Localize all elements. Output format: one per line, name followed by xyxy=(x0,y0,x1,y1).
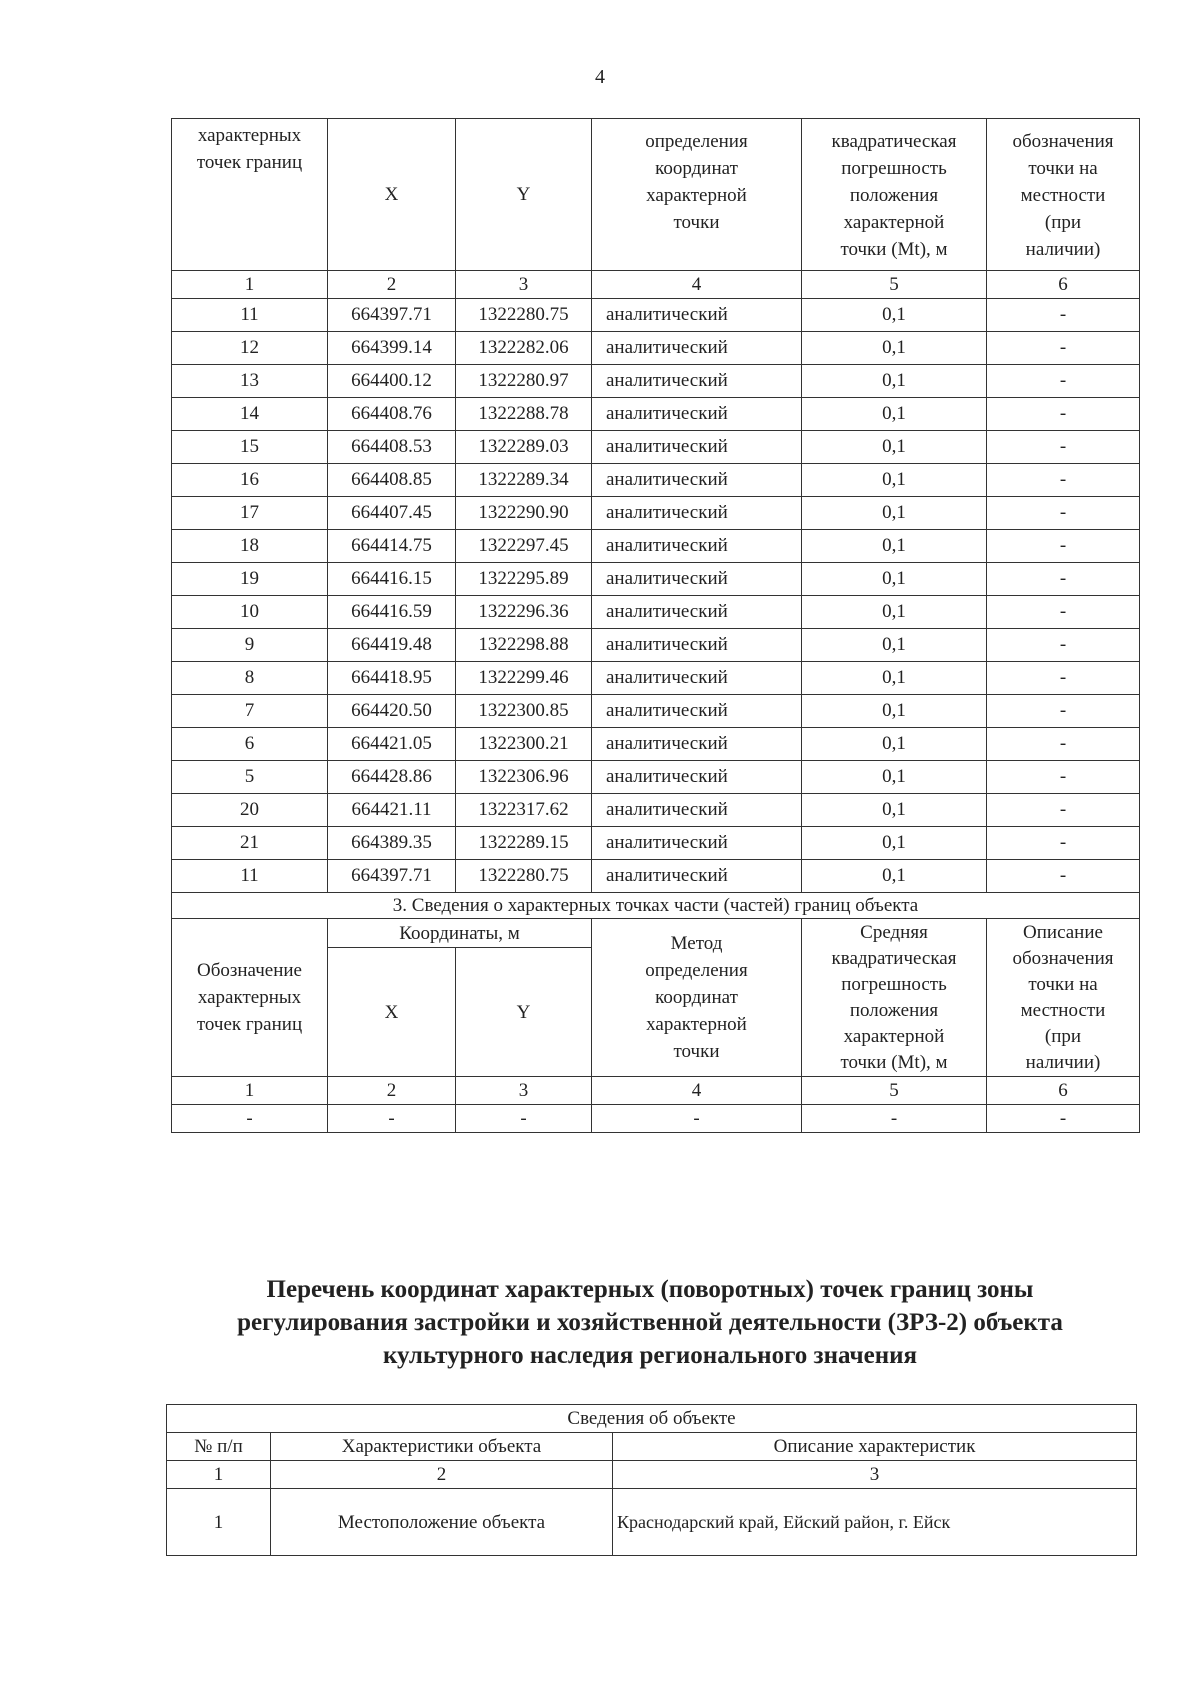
description-cell: - xyxy=(987,299,1140,332)
coord-y: 1322295.89 xyxy=(456,563,592,596)
section3-header-point: Обозначение характерных точек границ xyxy=(172,919,328,1077)
description-cell: - xyxy=(987,365,1140,398)
description-cell: - xyxy=(987,497,1140,530)
coord-x: 664419.48 xyxy=(328,629,456,662)
description-cell: - xyxy=(987,860,1140,893)
table-row xyxy=(172,563,1140,596)
header-number: № п/п xyxy=(167,1433,271,1461)
coord-x: 664416.59 xyxy=(328,596,456,629)
table-cell: 1 xyxy=(172,1077,328,1105)
description-cell: Краснодарский край, Ейский район, г. Ейск xyxy=(613,1489,1137,1556)
coord-y: 1322317.62 xyxy=(456,794,592,827)
coord-y: 1322289.34 xyxy=(456,464,592,497)
header-error: квадратическая погрешность положения характерной точки (Mt), м xyxy=(802,119,987,271)
method-cell: аналитический xyxy=(592,596,802,629)
error-cell: 0,1 xyxy=(802,728,987,761)
error-cell: 0,1 xyxy=(802,497,987,530)
page-number: 4 xyxy=(595,66,605,88)
error-cell: 0,1 xyxy=(802,299,987,332)
table-cell: - xyxy=(328,1105,456,1133)
description-cell: - xyxy=(987,728,1140,761)
table-row xyxy=(172,299,1140,332)
coord-x: 664421.05 xyxy=(328,728,456,761)
point-id: 14 xyxy=(172,398,328,431)
point-id: 15 xyxy=(172,431,328,464)
header-y: Y xyxy=(456,119,592,271)
section3-header-y: Y xyxy=(456,948,592,1077)
error-cell: 0,1 xyxy=(802,365,987,398)
coord-x: 664421.11 xyxy=(328,794,456,827)
method-cell: аналитический xyxy=(592,860,802,893)
table-cell: 4 xyxy=(592,271,802,299)
table-cell: 6 xyxy=(987,271,1140,299)
point-id: 16 xyxy=(172,464,328,497)
error-cell: 0,1 xyxy=(802,431,987,464)
point-id: 10 xyxy=(172,596,328,629)
error-cell: 0,1 xyxy=(802,563,987,596)
coord-y: 1322298.88 xyxy=(456,629,592,662)
method-cell: аналитический xyxy=(592,398,802,431)
coord-y: 1322288.78 xyxy=(456,398,592,431)
description-cell: - xyxy=(987,827,1140,860)
coord-y: 1322300.21 xyxy=(456,728,592,761)
error-cell: 0,1 xyxy=(802,530,987,563)
header-x: X xyxy=(328,119,456,271)
method-cell: аналитический xyxy=(592,563,802,596)
description-cell: - xyxy=(987,530,1140,563)
point-id: 11 xyxy=(172,860,328,893)
point-id: 17 xyxy=(172,497,328,530)
table-row xyxy=(172,1105,1140,1133)
section3-header-description: Описание обозначения точки на местности (при наличии) xyxy=(987,919,1140,1077)
header-method: определения координат характерной точки xyxy=(592,119,802,271)
description-cell: - xyxy=(987,596,1140,629)
table-row xyxy=(172,860,1140,893)
coord-y: 1322290.90 xyxy=(456,497,592,530)
method-cell: аналитический xyxy=(592,761,802,794)
method-cell: аналитический xyxy=(592,299,802,332)
error-cell: 0,1 xyxy=(802,761,987,794)
table-row xyxy=(172,761,1140,794)
description-cell: - xyxy=(987,398,1140,431)
table-row xyxy=(172,662,1140,695)
table-cell: 2 xyxy=(271,1461,613,1489)
characteristic-cell: Местоположение объекта xyxy=(271,1489,613,1556)
method-cell: аналитический xyxy=(592,332,802,365)
section3-title-row xyxy=(172,893,1140,919)
section3-header-coords: Координаты, м xyxy=(328,919,592,948)
method-cell: аналитический xyxy=(592,695,802,728)
point-id: 20 xyxy=(172,794,328,827)
point-id: 6 xyxy=(172,728,328,761)
error-cell: 0,1 xyxy=(802,332,987,365)
point-id: 18 xyxy=(172,530,328,563)
method-cell: аналитический xyxy=(592,662,802,695)
coord-x: 664416.15 xyxy=(328,563,456,596)
point-id: 7 xyxy=(172,695,328,728)
coord-x: 664400.12 xyxy=(328,365,456,398)
method-cell: аналитический xyxy=(592,629,802,662)
table-row xyxy=(172,464,1140,497)
description-cell: - xyxy=(987,629,1140,662)
section3-title: 3. Сведения о характерных точках части (частей) границ объекта xyxy=(172,893,1140,919)
coord-x: 664397.71 xyxy=(328,860,456,893)
zone-heading: Перечень координат характерных (поворотных) точек границ зоны регулирования застройки и хозяйственной деятельности (ЗРЗ-2) объекта культурного наследия регионального значения xyxy=(237,1276,1063,1369)
coord-y: 1322280.97 xyxy=(456,365,592,398)
coord-y: 1322289.15 xyxy=(456,827,592,860)
point-id: 9 xyxy=(172,629,328,662)
coord-y: 1322282.06 xyxy=(456,332,592,365)
description-cell: - xyxy=(987,464,1140,497)
table-row xyxy=(172,431,1140,464)
table-cell: 3 xyxy=(456,271,592,299)
method-cell: аналитический xyxy=(592,464,802,497)
coord-x: 664407.45 xyxy=(328,497,456,530)
row-number: 1 xyxy=(167,1489,271,1556)
object-info-header-row xyxy=(167,1433,1137,1461)
method-cell: аналитический xyxy=(592,827,802,860)
description-cell: - xyxy=(987,563,1140,596)
table-row xyxy=(172,827,1140,860)
coord-x: 664389.35 xyxy=(328,827,456,860)
coord-x: 664399.14 xyxy=(328,332,456,365)
table-row xyxy=(172,365,1140,398)
method-cell: аналитический xyxy=(592,728,802,761)
point-id: 12 xyxy=(172,332,328,365)
object-info-number-row xyxy=(167,1461,1137,1489)
header-point-designation: характерных точек границ xyxy=(172,119,328,271)
point-id: 8 xyxy=(172,662,328,695)
coord-x: 664414.75 xyxy=(328,530,456,563)
table-row xyxy=(172,728,1140,761)
table-header-row xyxy=(172,119,1140,271)
method-cell: аналитический xyxy=(592,794,802,827)
table-cell: 2 xyxy=(328,271,456,299)
table-cell: 6 xyxy=(987,1077,1140,1105)
error-cell: 0,1 xyxy=(802,827,987,860)
table-cell: 5 xyxy=(802,271,987,299)
error-cell: 0,1 xyxy=(802,596,987,629)
table-cell: 1 xyxy=(167,1461,271,1489)
description-cell: - xyxy=(987,431,1140,464)
table-cell: - xyxy=(802,1105,987,1133)
table-row xyxy=(172,695,1140,728)
description-cell: - xyxy=(987,794,1140,827)
coord-y: 1322289.03 xyxy=(456,431,592,464)
error-cell: 0,1 xyxy=(802,629,987,662)
error-cell: 0,1 xyxy=(802,695,987,728)
section3-header-row xyxy=(172,919,1140,948)
coord-x: 664418.95 xyxy=(328,662,456,695)
coord-x: 664408.53 xyxy=(328,431,456,464)
table-cell: - xyxy=(172,1105,328,1133)
method-cell: аналитический xyxy=(592,365,802,398)
description-cell: - xyxy=(987,761,1140,794)
coord-y: 1322306.96 xyxy=(456,761,592,794)
coord-y: 1322300.85 xyxy=(456,695,592,728)
section3-header-error: Средняя квадратическая погрешность положения характерной точки (Mt), м xyxy=(802,919,987,1077)
error-cell: 0,1 xyxy=(802,794,987,827)
table-row xyxy=(172,530,1140,563)
section3-header-x: X xyxy=(328,948,456,1077)
coord-x: 664397.71 xyxy=(328,299,456,332)
coord-x: 664408.85 xyxy=(328,464,456,497)
table-row xyxy=(167,1489,1137,1556)
table-cell: 1 xyxy=(172,271,328,299)
error-cell: 0,1 xyxy=(802,662,987,695)
table-cell: 3 xyxy=(613,1461,1137,1489)
description-cell: - xyxy=(987,662,1140,695)
description-cell: - xyxy=(987,332,1140,365)
point-id: 5 xyxy=(172,761,328,794)
coord-y: 1322299.46 xyxy=(456,662,592,695)
coord-x: 664408.76 xyxy=(328,398,456,431)
coord-y: 1322297.45 xyxy=(456,530,592,563)
table-cell: - xyxy=(987,1105,1140,1133)
coord-y: 1322280.75 xyxy=(456,299,592,332)
table-row xyxy=(172,596,1140,629)
section3-number-row xyxy=(172,1077,1140,1105)
table-row xyxy=(172,398,1140,431)
error-cell: 0,1 xyxy=(802,860,987,893)
object-info-table xyxy=(166,1404,1137,1556)
coord-x: 664420.50 xyxy=(328,695,456,728)
header-description: обозначения точки на местности (при наличии) xyxy=(987,119,1140,271)
error-cell: 0,1 xyxy=(802,464,987,497)
method-cell: аналитический xyxy=(592,431,802,464)
table-cell: - xyxy=(456,1105,592,1133)
column-number-row xyxy=(172,271,1140,299)
point-id: 13 xyxy=(172,365,328,398)
header-description: Описание характеристик xyxy=(613,1433,1137,1461)
table-cell: 5 xyxy=(802,1077,987,1105)
method-cell: аналитический xyxy=(592,530,802,563)
description-cell: - xyxy=(987,695,1140,728)
section3-header-method: Метод определения координат характерной точки xyxy=(592,919,802,1077)
point-id: 11 xyxy=(172,299,328,332)
header-characteristic: Характеристики объекта xyxy=(271,1433,613,1461)
coord-y: 1322280.75 xyxy=(456,860,592,893)
object-info-title-row xyxy=(167,1405,1137,1433)
table-row xyxy=(172,794,1140,827)
table-cell: - xyxy=(592,1105,802,1133)
table-cell: 3 xyxy=(456,1077,592,1105)
point-id: 19 xyxy=(172,563,328,596)
point-id: 21 xyxy=(172,827,328,860)
object-info-title: Сведения об объекте xyxy=(167,1405,1137,1433)
table-row xyxy=(172,332,1140,365)
boundary-points-table xyxy=(171,118,1140,1133)
method-cell: аналитический xyxy=(592,497,802,530)
table-row xyxy=(172,629,1140,662)
error-cell: 0,1 xyxy=(802,398,987,431)
table-cell: 4 xyxy=(592,1077,802,1105)
coord-y: 1322296.36 xyxy=(456,596,592,629)
table-row xyxy=(172,497,1140,530)
table-cell: 2 xyxy=(328,1077,456,1105)
coord-x: 664428.86 xyxy=(328,761,456,794)
